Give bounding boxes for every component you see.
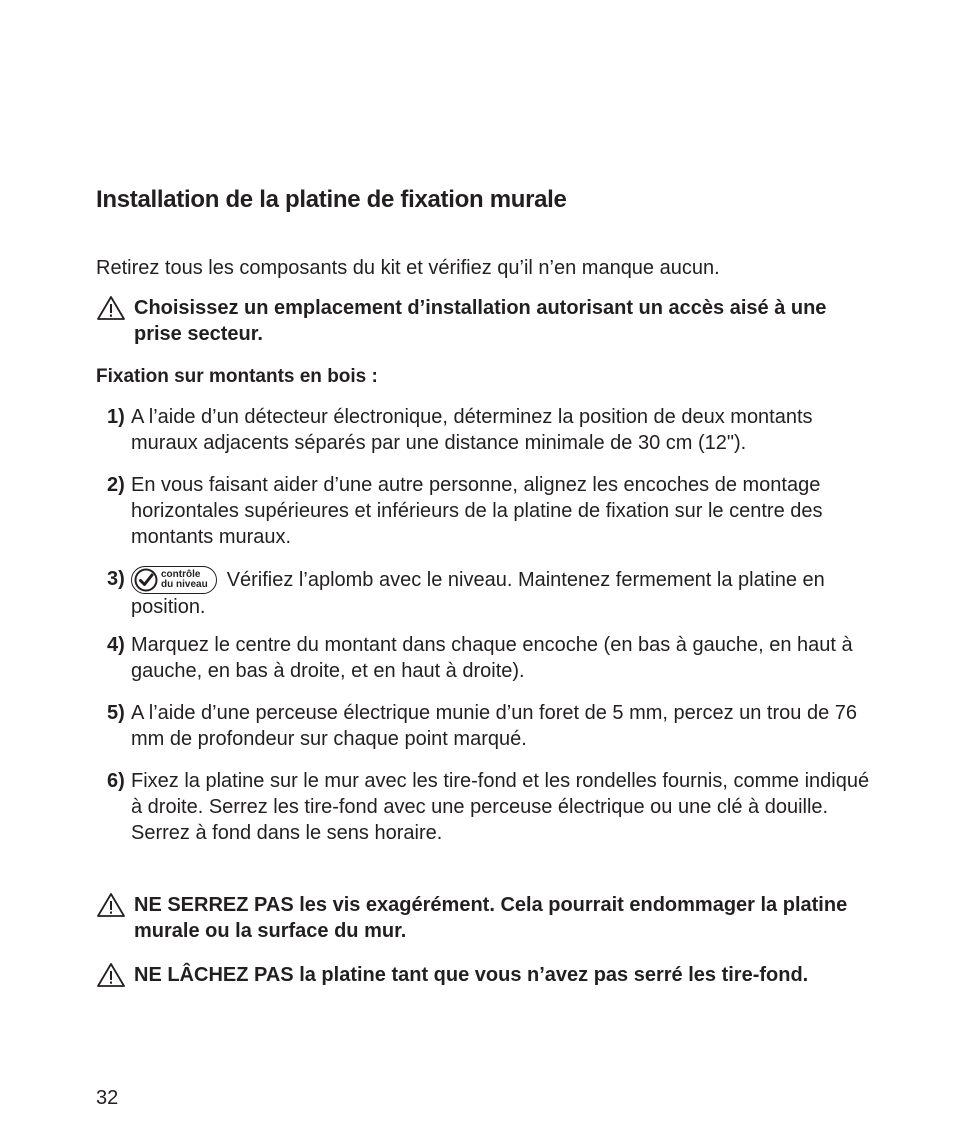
step-number: 6) bbox=[107, 770, 125, 792]
page-title: Installation de la platine de fixation murale bbox=[96, 186, 567, 213]
step-item bbox=[107, 404, 877, 456]
step-item bbox=[107, 566, 877, 620]
step-text: A l’aide d’une perceuse électrique munie d’un foret de 5 mm, percez un trou de 76 mm de profondeur sur chaque point marqué. bbox=[131, 702, 857, 750]
warning-text: Choisissez un emplacement d’installation autorisant un accès aisé à une prise secteur. bbox=[134, 297, 827, 345]
badge-line-1: contrôle bbox=[161, 569, 201, 580]
warning-triangle-icon bbox=[96, 892, 126, 918]
step-item bbox=[107, 632, 877, 684]
warning-notice bbox=[96, 295, 876, 347]
badge-line-2: du niveau bbox=[161, 579, 208, 590]
step-text: A l’aide d’un détecteur électronique, déterminez la position de deux montants muraux adjacents séparés par une distance minimale de 30 cm (12"). bbox=[131, 406, 813, 454]
warning-notice bbox=[96, 962, 876, 988]
warning-triangle-icon bbox=[96, 962, 126, 988]
step-number: 2) bbox=[107, 474, 125, 496]
warning-notice bbox=[96, 892, 876, 944]
step-number: 1) bbox=[107, 406, 125, 428]
step-content bbox=[131, 566, 877, 620]
step-number: 4) bbox=[107, 634, 125, 656]
step-text: Fixez la platine sur le mur avec les tire-fond et les rondelles fournis, comme indiqué à droite. Serrez les tire-fond avec une perceuse électrique ou une clé à douille. Serrez à fond dans le sens horaire. bbox=[131, 770, 870, 844]
step-text: En vous faisant aider d’une autre personne, alignez les encoches de montage horizontales supérieures et inférieurs de la platine de fixation sur le centre des montants muraux. bbox=[131, 474, 823, 548]
level-check-badge bbox=[131, 566, 217, 594]
page-number: 32 bbox=[96, 1087, 119, 1109]
steps-list bbox=[107, 404, 877, 862]
section-subheading: Fixation sur montants en bois : bbox=[96, 366, 378, 387]
checkmark-circle-icon bbox=[134, 568, 158, 592]
step-number: 5) bbox=[107, 702, 125, 724]
step-text: Vérifiez l’aplomb avec le niveau. Maintenez fermement la platine en position. bbox=[131, 569, 825, 618]
step-text: Marquez le centre du montant dans chaque encoche (en bas à gauche, en haut à gauche, en bas à droite, et en haut à droite). bbox=[131, 634, 853, 682]
badge-label bbox=[161, 570, 208, 590]
intro-text: Retirez tous les composants du kit et vérifiez qu’il n’en manque aucun. bbox=[96, 257, 720, 279]
step-number: 3) bbox=[107, 568, 125, 590]
step-item bbox=[107, 472, 877, 550]
step-item bbox=[107, 768, 877, 846]
warning-text: NE LÂCHEZ PAS la platine tant que vous n’avez pas serré les tire-fond. bbox=[134, 964, 809, 986]
warning-text: NE SERREZ PAS les vis exagérément. Cela pourrait endommager la platine murale ou la surface du mur. bbox=[134, 894, 848, 942]
warning-triangle-icon bbox=[96, 295, 126, 321]
step-item bbox=[107, 700, 877, 752]
